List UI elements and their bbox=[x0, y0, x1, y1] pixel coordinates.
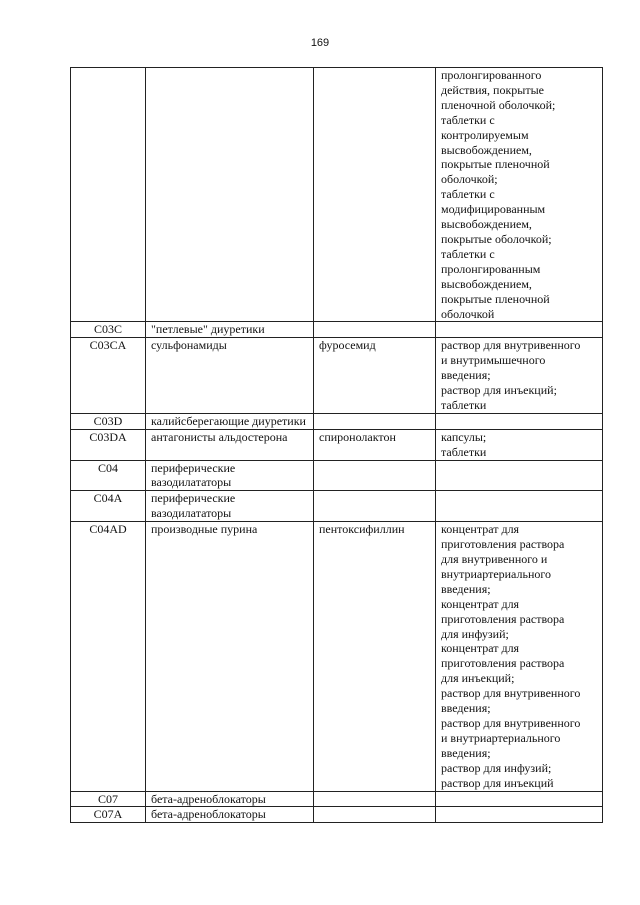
page-number: 169 bbox=[310, 37, 330, 49]
dosage-form-line: внутриартериального bbox=[441, 566, 551, 581]
dosage-form-line: таблетки с bbox=[441, 246, 495, 261]
dosage-form-line: действия, покрытые bbox=[441, 82, 544, 97]
dosage-form-line: пленочной оболочкой; bbox=[441, 97, 556, 112]
substance-cell bbox=[314, 413, 436, 429]
dosage-form-line: таблетки с bbox=[441, 187, 495, 202]
dosage-form-line: высвобождением, bbox=[441, 276, 532, 291]
group-name-cell: антагонисты альдостерона bbox=[146, 429, 314, 460]
dosage-forms-cell bbox=[436, 807, 603, 823]
atc-code-cell: C03CA bbox=[71, 338, 146, 414]
table-row bbox=[71, 791, 603, 807]
substance-cell: фуросемид bbox=[314, 338, 436, 414]
dosage-forms-cell bbox=[436, 460, 603, 491]
substance-cell: спиронолактон bbox=[314, 429, 436, 460]
group-name-cell: производные пурина bbox=[146, 522, 314, 791]
dosage-form-line: капсулы; bbox=[441, 429, 487, 444]
substance-cell bbox=[314, 322, 436, 338]
dosage-form-line: раствор для внутривенного bbox=[441, 715, 581, 730]
dosage-forms-cell bbox=[436, 338, 603, 414]
dosage-form-line: введения; bbox=[441, 701, 491, 716]
atc-code-cell: C03D bbox=[71, 413, 146, 429]
dosage-form-line: для инфузий; bbox=[441, 626, 509, 641]
dosage-forms-cell bbox=[436, 791, 603, 807]
dosage-form-line: введения; bbox=[441, 368, 491, 383]
dosage-form-line: введения; bbox=[441, 581, 491, 596]
group-name-cell: сульфонамиды bbox=[146, 338, 314, 414]
dosage-form-line: таблетки с bbox=[441, 112, 495, 127]
atc-code-cell: C07 bbox=[71, 791, 146, 807]
dosage-form-line: раствор для инъекций; bbox=[441, 383, 557, 398]
dosage-form-line: и внутриартериального bbox=[441, 730, 561, 745]
dosage-forms-cell bbox=[436, 522, 603, 791]
atc-code-cell: C03C bbox=[71, 322, 146, 338]
atc-code-cell: C04 bbox=[71, 460, 146, 491]
dosage-form-line: приготовления раствора bbox=[441, 537, 565, 552]
dosage-form-line: пролонгированного bbox=[441, 68, 542, 82]
substance-cell bbox=[314, 791, 436, 807]
group-name-cell: "петлевые" диуретики bbox=[146, 322, 314, 338]
drug-classification-table bbox=[70, 67, 603, 823]
table-row bbox=[71, 413, 603, 429]
table-row bbox=[71, 338, 603, 414]
table-row bbox=[71, 322, 603, 338]
atc-code-cell: C04A bbox=[71, 491, 146, 522]
dosage-form-line: покрытые оболочкой; bbox=[441, 231, 552, 246]
dosage-form-line: таблетки bbox=[441, 397, 487, 412]
substance-cell bbox=[314, 68, 436, 322]
table-body bbox=[71, 68, 603, 823]
table-row bbox=[71, 429, 603, 460]
dosage-form-line: высвобождением, bbox=[441, 142, 532, 157]
dosage-form-line: раствор для внутривенного bbox=[441, 338, 581, 353]
dosage-form-line: таблетки bbox=[441, 444, 487, 459]
dosage-form-line: концентрат для bbox=[441, 641, 520, 656]
dosage-form-line: контролируемым bbox=[441, 127, 529, 142]
dosage-form-line: оболочкой bbox=[441, 306, 495, 321]
dosage-form-line: введения; bbox=[441, 745, 491, 760]
table-row bbox=[71, 460, 603, 491]
dosage-forms-cell bbox=[436, 491, 603, 522]
dosage-form-line: концентрат для bbox=[441, 596, 520, 611]
dosage-forms-cell bbox=[436, 413, 603, 429]
dosage-form-line: покрытые пленочной bbox=[441, 157, 550, 172]
group-name-cell: бета-адреноблокаторы bbox=[146, 807, 314, 823]
group-name-cell: калийсберегающие диуретики bbox=[146, 413, 314, 429]
atc-code-cell: C03DA bbox=[71, 429, 146, 460]
substance-cell bbox=[314, 460, 436, 491]
dosage-form-line: и внутримышечного bbox=[441, 353, 546, 368]
group-name-cell: бета-адреноблокаторы bbox=[146, 791, 314, 807]
dosage-form-line: раствор для инфузий; bbox=[441, 760, 552, 775]
substance-cell bbox=[314, 807, 436, 823]
dosage-form-line: приготовления раствора bbox=[441, 611, 565, 626]
dosage-forms-cell bbox=[436, 68, 603, 322]
dosage-form-line: для внутривенного и bbox=[441, 552, 548, 566]
group-name-cell: периферические вазодилататоры bbox=[146, 460, 314, 491]
dosage-forms-cell bbox=[436, 429, 603, 460]
dosage-forms-cell bbox=[436, 322, 603, 338]
dosage-form-line: раствор для внутривенного bbox=[441, 686, 581, 701]
dosage-form-line: концентрат для bbox=[441, 522, 520, 537]
substance-cell bbox=[314, 491, 436, 522]
table-row bbox=[71, 491, 603, 522]
dosage-form-line: раствор для инъекций bbox=[441, 775, 554, 790]
substance-cell: пентоксифиллин bbox=[314, 522, 436, 791]
table-row bbox=[71, 68, 603, 322]
table-row bbox=[71, 522, 603, 791]
dosage-form-line: покрытые пленочной bbox=[441, 291, 550, 306]
atc-code-cell bbox=[71, 68, 146, 322]
dosage-form-line: пролонгированным bbox=[441, 261, 541, 276]
dosage-form-line: высвобождением, bbox=[441, 217, 532, 232]
group-name-cell bbox=[146, 68, 314, 322]
dosage-form-line: приготовления раствора bbox=[441, 656, 565, 671]
dosage-form-line: для инъекций; bbox=[441, 671, 515, 686]
group-name-cell: периферические вазодилататоры bbox=[146, 491, 314, 522]
atc-code-cell: C07A bbox=[71, 807, 146, 823]
table-row bbox=[71, 807, 603, 823]
atc-code-cell: C04AD bbox=[71, 522, 146, 791]
dosage-form-line: оболочкой; bbox=[441, 172, 498, 187]
dosage-form-line: модифицированным bbox=[441, 202, 546, 217]
